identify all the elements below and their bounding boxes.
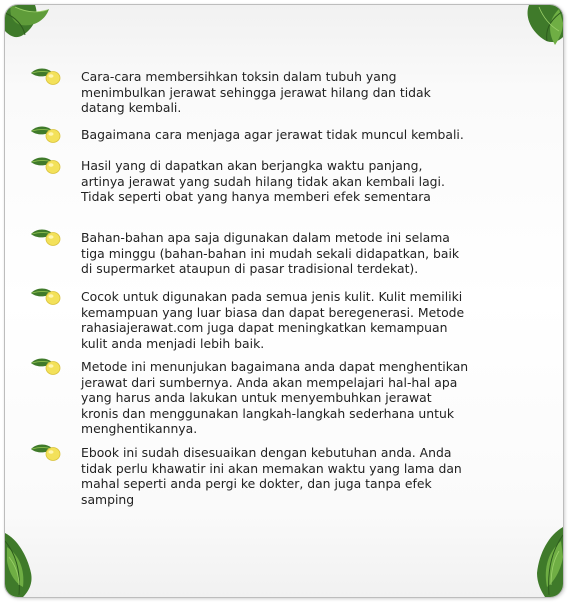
list-item	[29, 158, 469, 205]
list-item	[29, 127, 469, 143]
list-item-text: Metode ini menunjukan bagaimana anda dapat menghentikan jerawat dari sumbernya. Anda akan mempelajari hal-hal apa yang harus anda lakukan untuk menyembuhkan jerawat kronis dan menggunakan langkah-langkah sederhana untuk menghentikannya.	[81, 359, 469, 436]
lemon-leaf-icon	[29, 123, 65, 145]
lemon-leaf-icon	[29, 226, 65, 248]
list-item-text: Cara-cara membersihkan toksin dalam tubuh yang menimbulkan jerawat sehingga jerawat hilang dan tidak datang kembali.	[81, 69, 431, 115]
feature-list	[5, 5, 563, 597]
list-item	[29, 359, 469, 437]
list-item-text: Hasil yang di dapatkan akan berjangka waktu panjang, artinya jerawat yang sudah hilang tidak akan kembali lagi. Tidak seperti obat yang hanya memberi efek sementara	[81, 158, 445, 204]
lemon-leaf-icon	[29, 154, 65, 176]
list-item	[29, 289, 469, 351]
list-item-text: Bahan-bahan apa saja digunakan dalam metode ini selama tiga minggu (bahan-bahan ini mudah sekali didapatkan, baik di supermarket ataupun di pasar tradisional terdekat).	[81, 230, 460, 276]
lemon-leaf-icon	[29, 285, 65, 307]
list-item-text: Ebook ini sudah disesuaikan dengan kebutuhan anda. Anda tidak perlu khawatir ini akan memakan waktu yang lama dan mahal seperti anda pergi ke dokter, dan juga tanpa efek samping	[81, 445, 462, 507]
list-item	[29, 445, 469, 507]
lemon-leaf-icon	[29, 65, 65, 87]
list-item-text: Cocok untuk digunakan pada semua jenis kulit. Kulit memiliki kemampuan yang luar biasa dan dapat beregenerasi. Metode rahasiajerawat.com juga dapat meningkatkan kemampuan kulit anda menjadi lebih baik.	[81, 289, 465, 351]
list-item	[29, 230, 469, 277]
lemon-leaf-icon	[29, 355, 65, 377]
list-item-text: Bagaimana cara menjaga agar jerawat tidak muncul kembali.	[81, 127, 464, 142]
list-item	[29, 69, 469, 116]
feature-list-panel	[4, 4, 564, 598]
lemon-leaf-icon	[29, 441, 65, 463]
